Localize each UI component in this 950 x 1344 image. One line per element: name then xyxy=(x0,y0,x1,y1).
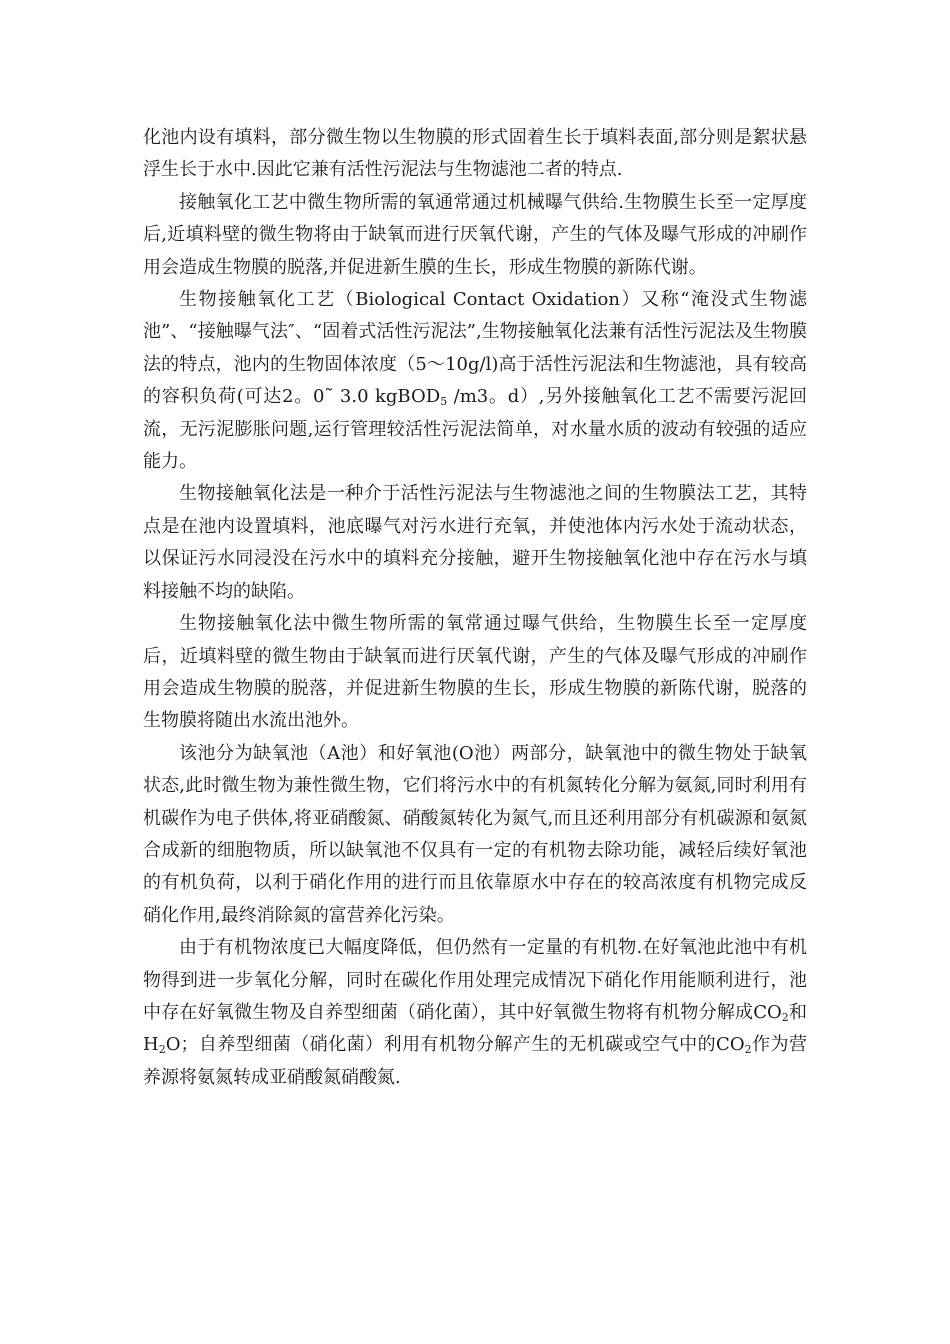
subscript: 2 xyxy=(158,1043,166,1057)
paragraph-text: 生物接触氧化工艺（Biological Contact Oxidation）又称“淹没式生物滤池”、“接触曝气法″、“固着式活性污泥法”,生物接触氧化法兼有活性污泥法及生物膜法的特点，池内的生物固体浓度（5～10g/l)高于活性污泥法和生物滤池，具有较高的容积负荷(可达2。0˜ 3.0 kgBOD xyxy=(143,289,807,408)
paragraph-6 xyxy=(143,738,807,932)
paragraph-4 xyxy=(143,478,807,608)
paragraph-text: 生物接触氧化法中微生物所需的氧常通过曝气供给，生物膜生长至一定厚度后，近填料壁的微生物由于缺氧而进行厌氧代谢，产生的气体及曝气形成的冲刷作用会造成生物膜的脱落，并促进新生物膜的生长，形成生物膜的新陈代谢，脱落的生物膜将随出水流出池外。 xyxy=(143,613,807,732)
paragraph-7 xyxy=(143,932,807,1094)
paragraph-text: /m3。d）,另外接触氧化工艺不需要污泥回流，无污泥膨胀问题,运行管理较活性污泥法简单，对水量水质的波动有较强的适应能力。 xyxy=(143,386,807,473)
paragraph-1 xyxy=(143,122,807,187)
paragraph-text: 作为营养源将氨氮转成亚硝酸氮硝酸氮. xyxy=(143,1034,807,1088)
paragraph-text: 化池内设有填料，部分微生物以生物膜的形式固着生长于填料表面,部分则是絮状悬浮生长于水中.因此它兼有活性污泥法与生物滤池二者的特点. xyxy=(143,127,807,181)
paragraph-text: 和H xyxy=(143,1001,807,1056)
subscript: 2 xyxy=(744,1043,752,1057)
paragraph-text: 由于有机物浓度已大幅度降低，但仍然有一定量的有机物.在好氧池此池中有机物得到进一步氧化分解，同时在碳化作用处理完成情况下硝化作用能顺利进行，池中存在好氧微生物及自养型细菌（硝化菌），其中好氧微生物将有机物分解成CO xyxy=(143,937,807,1023)
subscript: 2 xyxy=(781,1010,789,1024)
paragraph-text: O；自养型细菌（硝化菌）利用有机物分解产生的无机碳或空气中的CO xyxy=(165,1034,745,1056)
paragraph-text: 接触氧化工艺中微生物所需的氧通常通过机械曝气供给.生物膜生长至一定厚度后,近填料壁的微生物将由于缺氧而进行厌氧代谢，产生的气体及曝气形成的冲刷作用会造成生物膜的脱落,并促进新生膜的生长，形成生物膜的新陈代谢。 xyxy=(143,191,807,278)
paragraph-5 xyxy=(143,608,807,738)
paragraph-3 xyxy=(143,284,807,478)
document-body xyxy=(143,122,807,1094)
paragraph-text: 该池分为缺氧池（A池）和好氧池(O池）两部分，缺氧池中的微生物处于缺氧状态,此时微生物为兼性微生物，它们将污水中的有机氮转化分解为氨氮,同时利用有机碳作为电子供体,将亚硝酸氮、硝酸氮转化为氮气,而且还利用部分有机碳源和氨氮合成新的细胞物质，所以缺氧池不仅具有一定的有机物去除功能，减轻后续好氧池的有机负荷，以利于硝化作用的进行而且依靠原水中存在的较高浓度有机物完成反硝化作用,最终消除氮的富营养化污染。 xyxy=(143,742,807,926)
paragraph-2 xyxy=(143,187,807,284)
paragraph-text: 生物接触氧化法是一种介于活性污泥法与生物滤池之间的生物膜法工艺，其特点是在池内设置填料，池底曝气对污水进行充氧，并使池体内污水处于流动状态，以保证污水同浸没在污水中的填料充分接触，避开生物接触氧化池中存在污水与填料接触不均的缺陷。 xyxy=(143,483,807,602)
subscript: 5 xyxy=(440,395,448,409)
